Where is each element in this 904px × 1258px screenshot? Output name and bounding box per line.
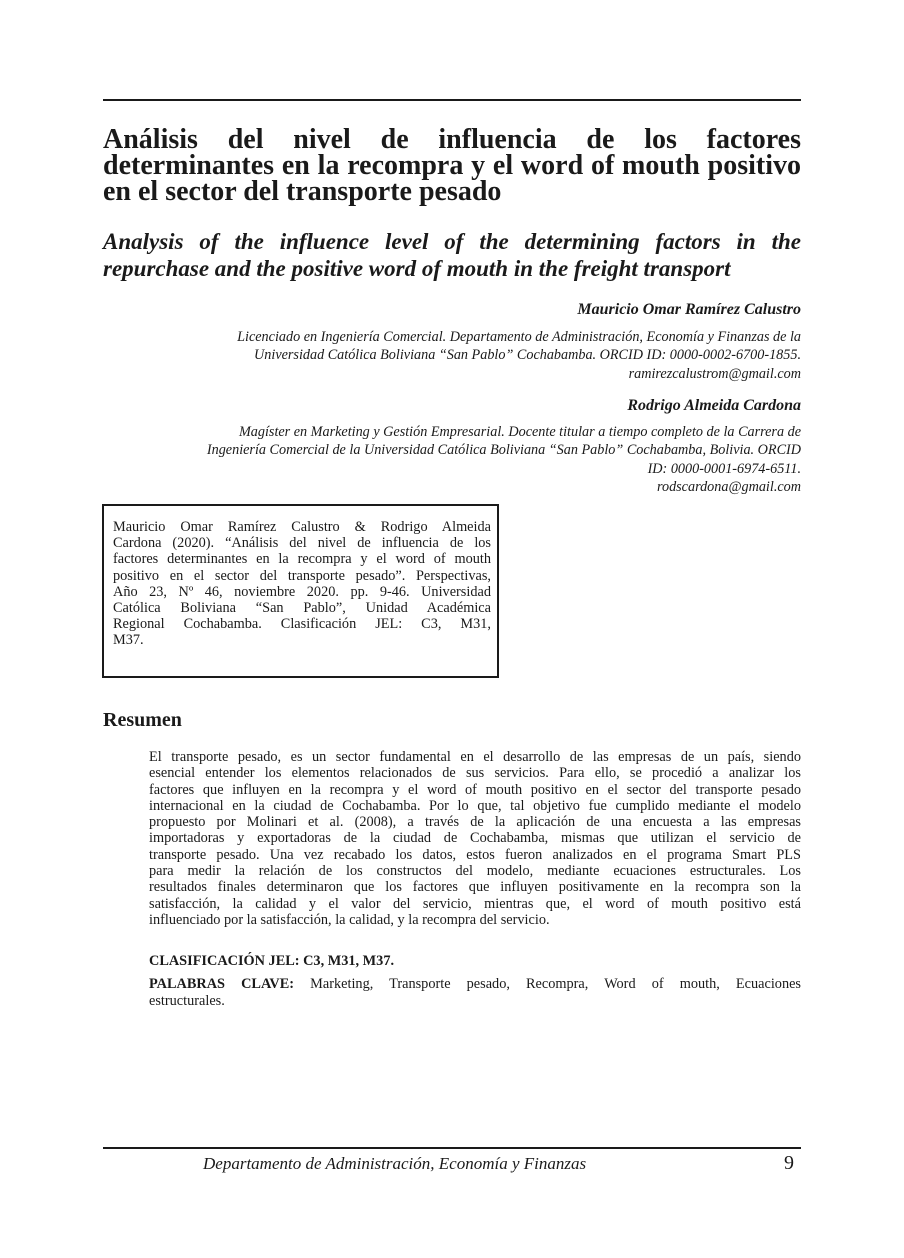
abstract-line: importadoras y exportadoras de la ciudad de Cochabamba, mismas que utilizan el servicio de xyxy=(149,830,801,847)
abstract-line: propuesto por Molinari et al. (2008), a través de la aplicación de una encuesta a las empresas xyxy=(149,814,801,831)
author-1-name: Mauricio Omar Ramírez Calustro xyxy=(577,301,801,318)
resumen-heading: Resumen xyxy=(103,709,182,731)
abstract-line: esencial entender los elementos relacionados de sus servicios. Para ello, se procedió a analizar los xyxy=(149,765,801,782)
affiliation-line: Universidad Católica Boliviana “San Pablo” Cochabamba. ORCID ID: 0000-0002-6700-1855. xyxy=(254,347,801,364)
citation-line: Mauricio Omar Ramírez Calustro & Rodrigo Almeida xyxy=(113,519,491,535)
jel-classification: CLASIFICACIÓN JEL: C3, M31, M37. xyxy=(149,953,395,969)
author-2-name: Rodrigo Almeida Cardona xyxy=(627,397,801,414)
affiliation-line: Licenciado en Ingeniería Comercial. Departamento de Administración, Economía y Finanzas de la xyxy=(237,329,801,345)
bottom-rule xyxy=(103,1147,801,1149)
keywords-list: Marketing, Transporte pesado, Recompra, Word of mouth, Ecuaciones xyxy=(310,976,801,992)
title-en-line: Analysis of the influence level of the determining factors in the xyxy=(103,229,801,254)
citation-line: Cardona (2020). “Análisis del nivel de influencia de los xyxy=(113,535,491,552)
keywords-list-end: estructurales. xyxy=(149,993,225,1009)
keywords-line xyxy=(149,976,801,993)
top-rule xyxy=(103,99,801,101)
citation-line: Año 23, Nº 46, noviembre 2020. pp. 9-46. Universidad xyxy=(113,583,491,600)
citation-line: positivo en el sector del transporte pesado”. Perspectivas, xyxy=(113,567,491,584)
abstract-line: internacional en la ciudad de Cochabamba. Por lo que, tal objetivo fue cumplido mediante el modelo xyxy=(149,797,801,814)
abstract-line: factores que influyen en la recompra y el word of mouth positivo en el sector del transporte pesado xyxy=(149,781,801,798)
keywords-label: PALABRAS CLAVE: xyxy=(149,976,295,992)
affiliation-line: ID: 0000-0001-6974-6511. xyxy=(647,460,801,477)
author-2-affiliation xyxy=(103,423,801,496)
citation-line: factores determinantes en la recompra y el word of mouth xyxy=(113,551,491,568)
author-2-email: rodscardona@gmail.com xyxy=(656,478,801,495)
title-english xyxy=(103,228,801,282)
title-es-line: Análisis del nivel de influencia de los factores xyxy=(103,124,801,155)
citation-text xyxy=(113,519,491,649)
citation-line: Regional Cochabamba. Clasificación JEL: C3, M31, xyxy=(113,616,491,633)
abstract-line: para medir la relación de los constructos del modelo, mediante ecuaciones estructurales. Los xyxy=(149,863,801,880)
affiliation-line: Ingeniería Comercial de la Universidad Católica Boliviana “San Pablo” Cochabamba, Bolivia. ORCID xyxy=(206,442,801,459)
title-en-line: repurchase and the positive word of mouth in the freight transport xyxy=(103,256,731,281)
citation-line: Católica Boliviana “San Pablo”, Unidad Académica xyxy=(113,600,491,617)
affiliation-line: Magíster en Marketing y Gestión Empresarial. Docente titular a tiempo completo de la Carrera de xyxy=(238,424,801,440)
citation-line: M37. xyxy=(113,632,144,649)
abstract-line: transporte pesado. Una vez recabado los datos, estos fueron analizados en el programa Smart PLS xyxy=(149,846,801,863)
author-1-affiliation xyxy=(103,328,801,383)
abstract-line: El transporte pesado, es un sector fundamental en el desarrollo de las empresas de un país, siendo xyxy=(149,749,801,765)
author-1-email: ramirezcalustrom@gmail.com xyxy=(628,365,801,382)
abstract-text xyxy=(149,749,801,928)
page-number: 9 xyxy=(784,1152,794,1174)
keywords xyxy=(149,976,801,1010)
abstract-line: satisfacción, la calidad y el valor del servicio, mientras que, el word of mouth positivo está xyxy=(149,895,801,912)
title-spanish xyxy=(103,124,801,207)
title-es-line: en el sector del transporte pesado xyxy=(103,176,502,207)
abstract-line: influenciado por la satisfacción, la calidad, y la recompra del servicio. xyxy=(149,911,550,928)
title-es-line: determinantes en la recompra y el word of mouth positivo xyxy=(103,150,801,181)
abstract-line: resultados finales determinaron que los factores que influyen positivamente en la recompra son la xyxy=(149,879,801,896)
footer-department: Departamento de Administración, Economía y Finanzas xyxy=(203,1154,587,1173)
